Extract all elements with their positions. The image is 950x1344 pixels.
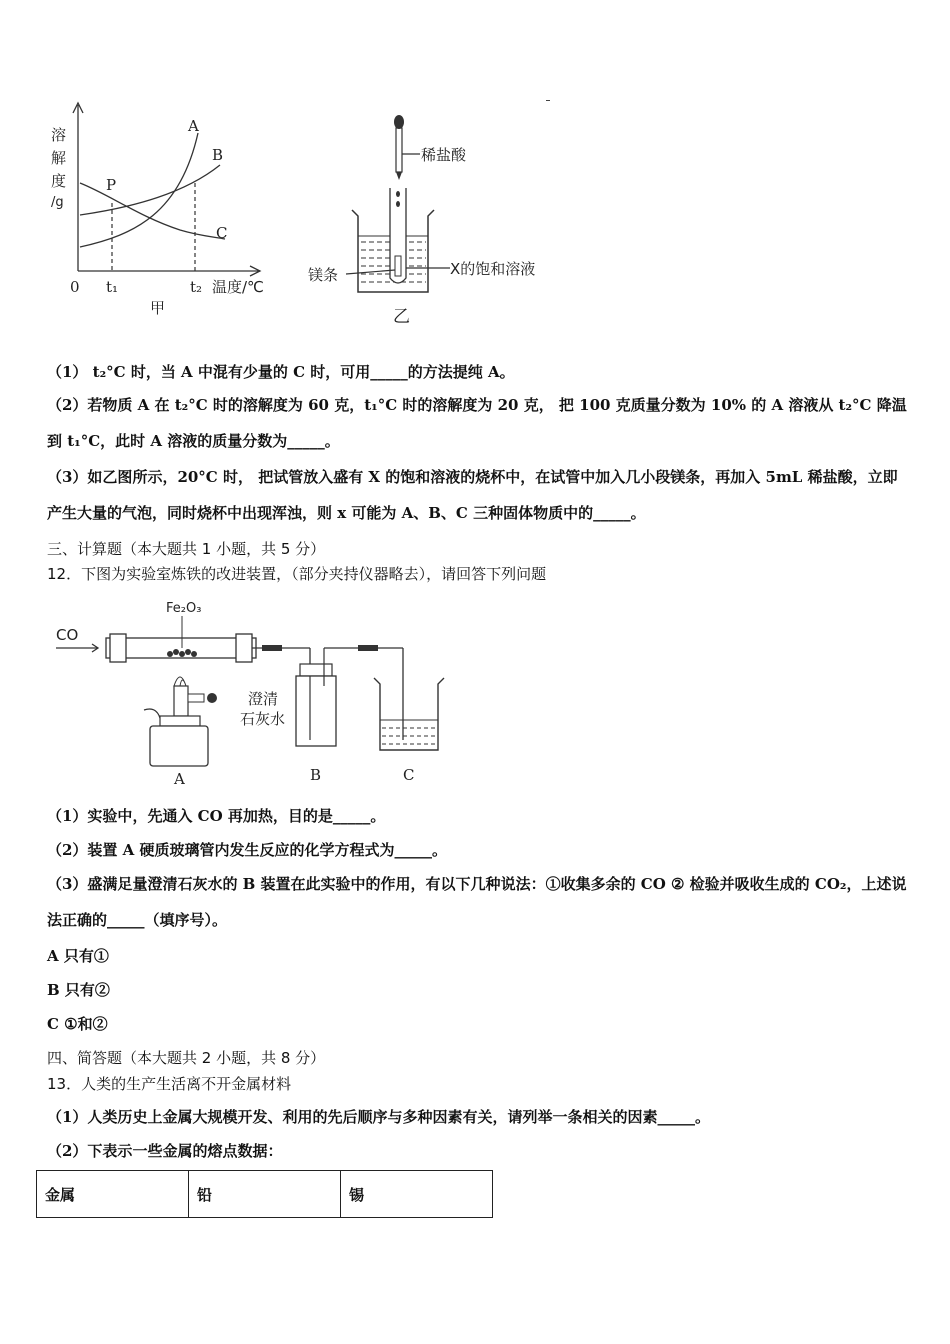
solubility-chart [40,95,280,325]
q12-part2: （2）装置 A 硬质玻璃管内发生反应的化学方程式为_____。 [47,841,448,859]
fe2o3-label: Fe₂O₃ [166,601,202,616]
table-row [37,1171,493,1218]
q11-part3: （3）如乙图所示，20°C 时， 把试管放入盛有 X 的饱和溶液的烧杯中，在试管中加入几小段镁条，再加入 5mL 稀盐酸，立即产生大量的气泡，同时烧杯中出现浑浊，则 x 可能为 A、B、C 三种固体物质中的_____。 [47,468,898,522]
curve-b-label: B [212,146,224,164]
q12-option-b: B 只有② [47,981,110,999]
solution-label: X的饱和溶液 [450,260,536,278]
q13-stem: 13．人类的生产生活离不开金属材料 [47,1075,292,1093]
q12-stem: 12．下图为实验室炼铁的改进装置，（部分夹持仪器略去），请回答下列问题 [47,565,547,583]
t2-label: t₂ [190,278,203,296]
section4-heading: 四、简答题（本大题共 2 小题，共 8 分） [47,1049,326,1067]
mg-label: 镁条 [308,266,339,284]
curve-b [80,165,220,215]
q11-part2: （2）若物质 A 在 t₂°C 时的溶解度为 60 克，t₁°C 时的溶解度为 20 克， 把 100 克质量分数为 10% 的 A 溶液从 t₂°C 降温到 t₁°C，此时 A 溶液的质量分数为_____。 [47,396,907,450]
q11-part1: （1） t₂°C 时，当 A 中混有少量的 C 时，可用_____的方法提纯 A。 [47,363,515,381]
section3-heading: 三、计算题（本大题共 1 小题，共 5 分） [47,540,326,558]
apparatus-c-label: C [403,766,415,784]
q13-part1: （1）人类历史上金属大规模开发、利用的先后顺序与多种因素有关，请列举一条相关的因素_____。 [47,1108,710,1126]
point-p-label: P [106,176,117,194]
apparatus-b-label: B [310,766,322,784]
curve-c-label: C [216,224,228,242]
beaker-apparatus [300,110,560,330]
figure-jia-caption: 甲 [150,299,166,317]
xlabel: 温度/℃ [212,278,264,296]
apparatus-a-label: A [174,770,185,788]
ylabel-unit: /g [51,195,64,210]
q12-part3: （3）盛满足量澄清石灰水的 B 装置在此实验中的作用，有以下几种说法：①收集多余的 CO ② 检验并吸收生成的 CO₂，上述说法正确的_____（填序号）。 [47,875,907,929]
figure-yi-caption: 乙 [393,307,410,327]
ylabel-1: 溶 [51,126,67,144]
origin-label: 0 [70,278,80,296]
q12-option-c: C ①和② [47,1015,108,1033]
q12-part1: （1）实验中，先通入 CO 再加热，目的是_____。 [47,807,386,825]
table-header-cell: 锡 [341,1171,493,1218]
q13-part2: （2）下表示一些金属的熔点数据： [47,1142,283,1160]
decor-dash [546,100,550,101]
ylabel-2: 解 [51,149,67,167]
limewater-label-2: 石灰水 [240,710,286,728]
co-label: CO [56,626,79,644]
q12-option-a: A 只有① [47,947,109,965]
melting-point-table [36,1170,493,1218]
table-header-cell: 铅 [189,1171,341,1218]
ylabel-3: 度 [51,172,67,190]
acid-label: 稀盐酸 [421,146,467,164]
curve-a-label: A [188,117,199,135]
table-header-cell: 金属 [37,1171,189,1218]
iron-smelting-apparatus [48,590,458,795]
t1-label: t₁ [106,278,119,296]
limewater-label-1: 澄清 [248,690,279,708]
